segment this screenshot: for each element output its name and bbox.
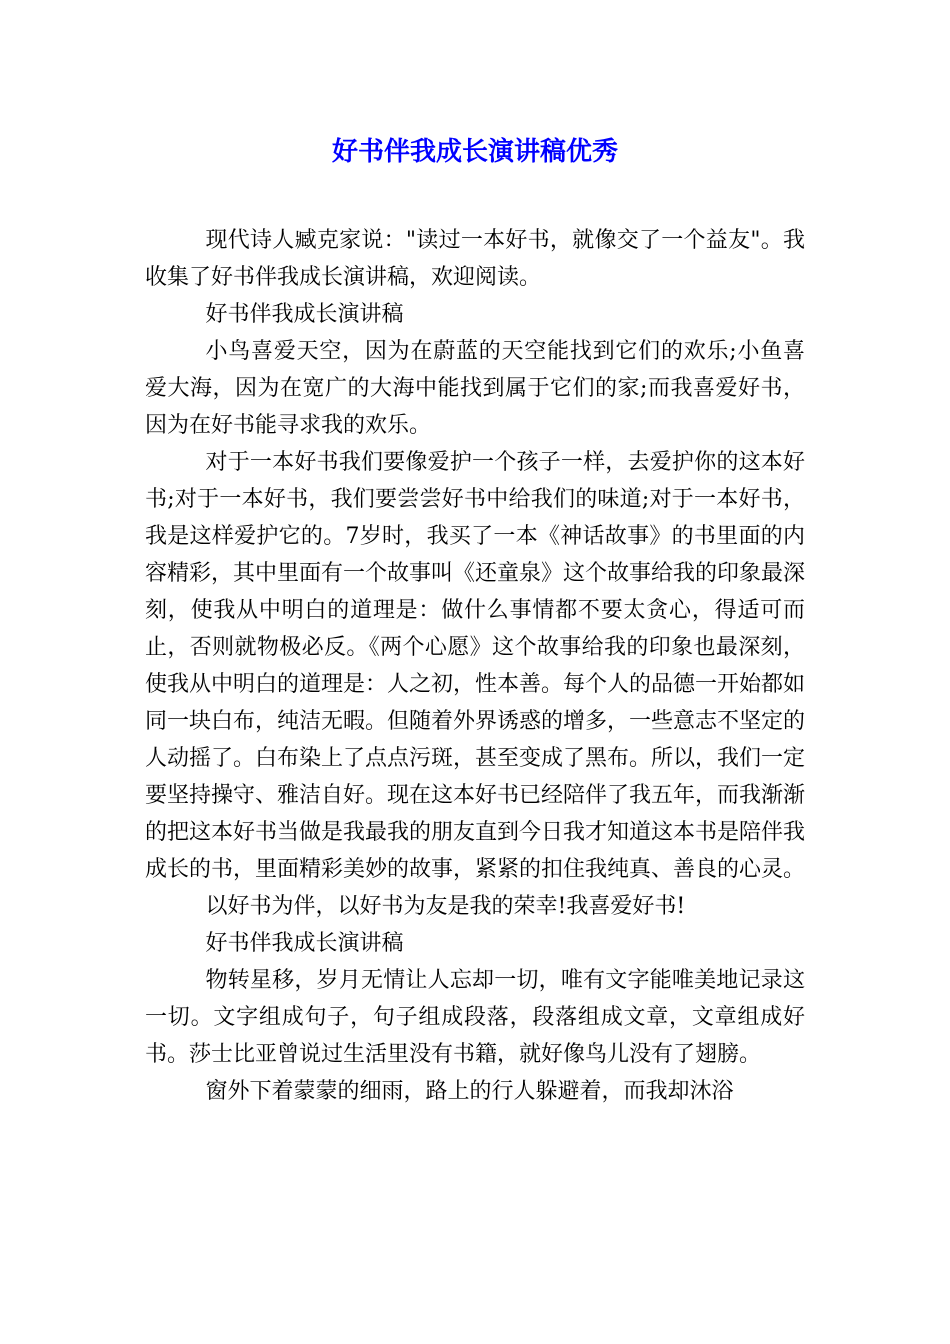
document-title: 好书伴我成长演讲稿优秀 [331, 137, 618, 167]
section-heading: 好书伴我成长演讲稿 [205, 302, 404, 327]
paragraph: 小鸟喜爱天空，因为在蔚蓝的天空能找到它们的欢乐;小鱼喜爱大海，因为在宽广的大海中能找到属于它们的家;而我喜爱好书，因为在好书能寻求我的欢乐。 [145, 339, 805, 438]
document-body [145, 222, 805, 1110]
paragraph-intro: 现代诗人臧克家说："读过一本好书，就像交了一个益友"。我收集了好书伴我成长演讲稿，欢迎阅读。 [145, 228, 805, 290]
paragraph: 物转星移，岁月无情让人忘却一切，唯有文字能唯美地记录这一切。文字组成句子，句子组成段落，段落组成文章，文章组成好书。莎士比亚曾说过生活里没有书籍，就好像鸟儿没有了翅膀。 [145, 968, 805, 1067]
paragraph: 对于一本好书我们要像爱护一个孩子一样，去爱护你的这本好书;对于一本好书，我们要尝尝好书中给我们的味道;对于一本好书，我是这样爱护它的。7岁时，我买了一本《神话故事》的书里面的内容精彩，其中里面有一个故事叫《还童泉》这个故事给我的印象最深刻，使我从中明白的道理是：做什么事情都不要太贪心，得适可而止，否则就物极必反。《两个心愿》这个故事给我的印象也最深刻，使我从中明白的道理是：人之初，性本善。每个人的品德一开始都如同一块白布，纯洁无暇。但随着外界诱惑的增多，一些意志不坚定的人动摇了。白布染上了点点污斑，甚至变成了黑布。所以，我们一定要坚持操守、雅洁自好。现在这本好书已经陪伴了我五年，而我渐渐的把这本好书当做是我最我的朋友直到今日我才知道这本书是陪伴我成长的书，里面精彩美妙的故事，紧紧的扣住我纯真、善良的心灵。 [145, 450, 806, 882]
paragraph: 窗外下着蒙蒙的细雨，路上的行人躲避着，而我却沐浴 [205, 1079, 734, 1104]
section-heading: 好书伴我成长演讲稿 [205, 931, 404, 956]
paragraph: 以好书为伴，以好书为友是我的荣幸!我喜爱好书! [205, 894, 686, 919]
